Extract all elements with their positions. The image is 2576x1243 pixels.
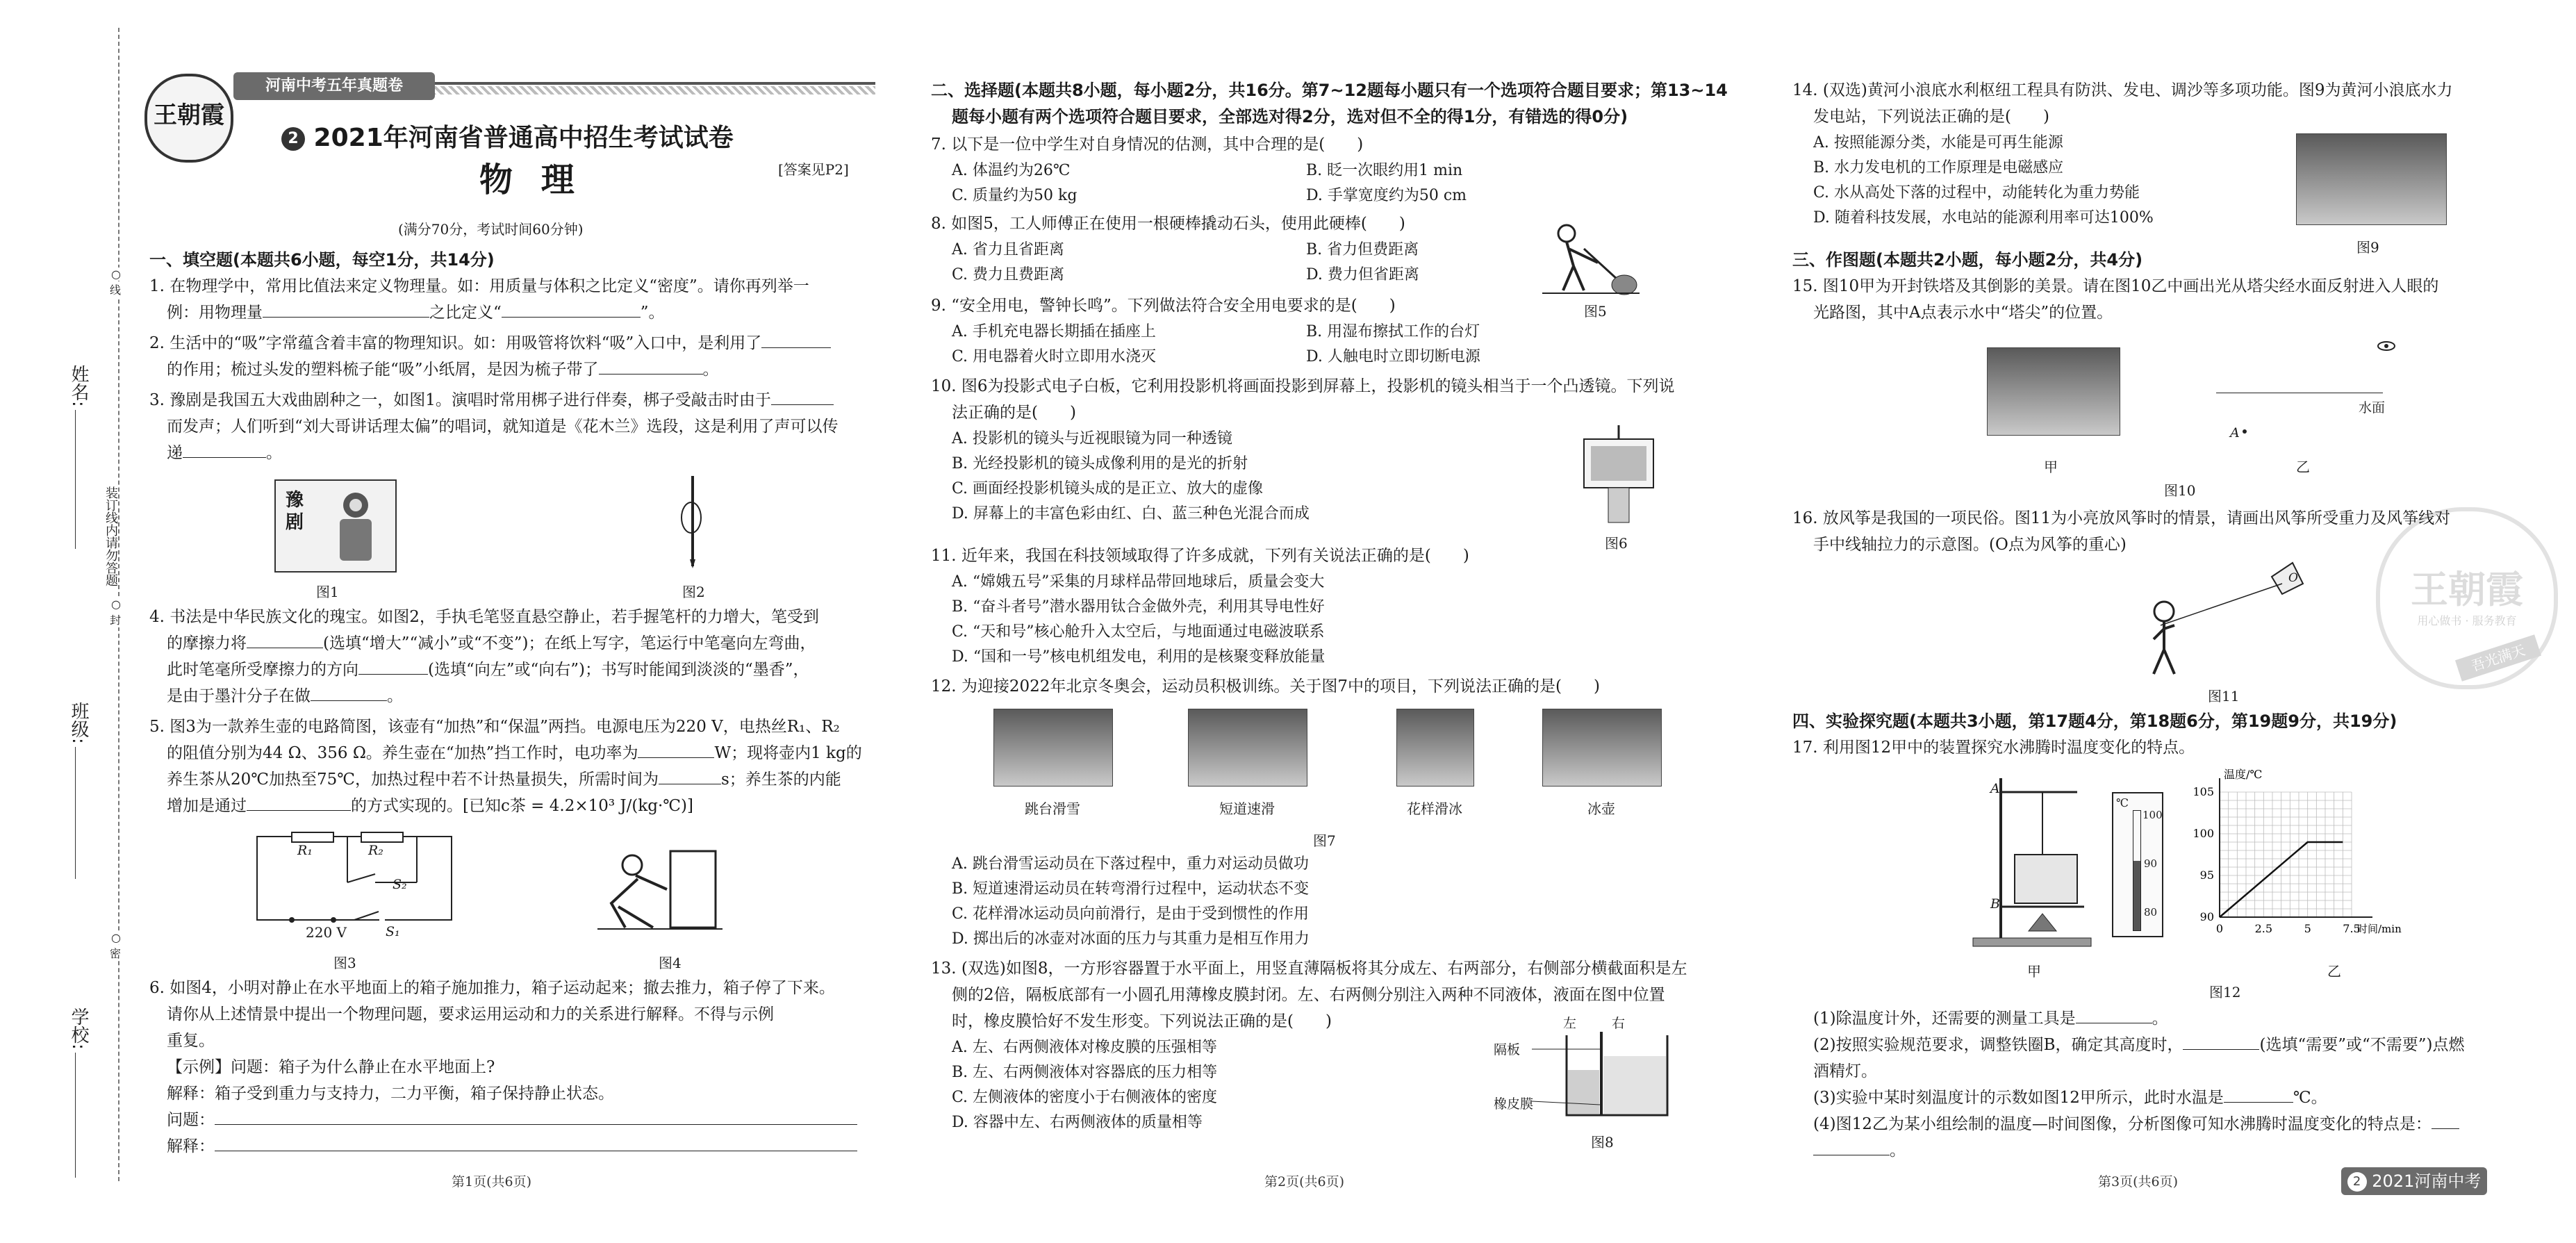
exam-badge [2341,1167,2487,1195]
q9-stem: 9. “安全用电，警钟长鸣”。下列做法符合安全用电要求的是( ) [931,297,1396,315]
q6-question-blank[interactable] [215,1109,857,1125]
q5-line4 [167,793,693,819]
q2-text-b: 的作用；梳过头发的塑料梳子能“吸”小纸屑，是因为梳子带了 [167,361,599,379]
class-label: 班级: [68,702,89,744]
q5-line1: 5. 图3为一款养生壶的电路简图，该壶有“加热”和“保温”两挡。电源电压为220 V，电热丝R₁、R₂ [149,718,840,736]
q7-option-b[interactable]: B. 眨一次眼约用1 min [1306,162,1463,179]
q17-part1-text: (1)除温度计外，还需要的测量工具是 [1813,1010,2076,1028]
q4-blank-2[interactable] [358,659,428,675]
q15-line1: 15. 图10甲为开封铁塔及其倒影的美景。请在图10乙中画出光从塔尖经水面反射进入人眼的 [1792,277,2439,295]
q3-text-c: 递 [167,444,183,462]
q1-line2 [167,300,665,326]
page2-number: 第2页(共6页) [1264,1174,1345,1190]
fig3-voltage-label: 220 V [306,924,347,941]
fig10-point-dot [2243,429,2247,434]
q11-option-a[interactable]: A. “嫦娥五号”采集的月球样品带回地球后，质量会变大 [952,573,1325,591]
q11-option-c[interactable]: C. “天和号”核心舱升入太空后，与地面通过电磁波联系 [952,623,1325,641]
q17-blank-4b[interactable] [1813,1139,1890,1155]
fig1-text: 豫剧 [286,490,304,533]
stamp-subtitle: 用心做书 · 服务教育 [2417,614,2517,627]
q11-option-b[interactable]: B. “奋斗者号”潜水器用钛合金做外壳，利用其导电性好 [952,598,1325,616]
q6-answer-row [167,1134,857,1160]
q17-part1-end: 。 [2152,1010,2168,1028]
q6-line2: 请你从上述情景中提出一个物理问题，要求运用运动和力的关系进行解释。不得与示例 [167,1005,774,1023]
q13-option-b[interactable]: B. 左、右两侧液体对容器底的压力相等 [952,1064,1218,1081]
q11-option-d[interactable]: D. “国和一号”核电机组发电，利用的是核聚变释放能量 [952,648,1326,666]
y-tick-label: 90 [2199,910,2214,923]
bind-mark-5: ○ [111,931,121,944]
fig3-circuit [250,827,459,935]
q17-part4 [1813,1112,2459,1137]
fig9-dam-photo [2296,133,2447,225]
opera-performer-icon [324,488,387,564]
bind-mark-4: 封 [110,611,121,627]
q8-option-c[interactable]: C. 费力且费距离 [952,266,1065,283]
page1-number: 第1页(共6页) [452,1174,532,1190]
q13-line3: 时，橡皮膜恰好不发生形变。下列说法正确的是( ) [952,1012,1332,1030]
subject-title: 物 理 [479,160,583,199]
ski-jump-photo [993,709,1113,787]
q14-option-a[interactable]: A. 按照能源分类，水能是可再生能源 [1813,134,2063,151]
q7-option-c[interactable]: C. 质量约为50 kg [952,187,1078,204]
fig10-point-a: A [2230,425,2240,441]
section-choice-2: 题每小题有两个选项符合题目要求，全部选对得2分，选对但不全的得1分，有错选的得0分) [952,107,1628,126]
fig2-caption: 图2 [682,584,705,600]
q4-text-f: 是由于墨汁分子在做 [167,687,311,705]
x-tick-label: 2.5 [2254,922,2273,935]
bind-mark-1: ○ [111,267,121,281]
thermo-tick-80: 80 [2144,906,2158,919]
q4-blank-3[interactable] [311,685,387,701]
q5-text-d: 养生茶从20℃加热至75℃，加热过程中若不计热量损失，所需时间为 [167,771,659,789]
q3-line2: 而发声；人们听到“刘大哥讲话理太偏”的唱词，就知道是《花木兰》选段，这是利用了声可以传 [167,418,839,436]
q5-text-c: W；现将壶内1 kg的 [714,744,862,762]
watermark-stamp [2376,507,2558,689]
speed-skating-photo [1188,709,1307,787]
fig12-jia-label: 甲 [2027,963,2041,980]
q6-question-row [167,1108,857,1133]
fig12-caption: 图12 [2209,984,2241,1001]
q17-part2-line2: 酒精灯。 [1813,1062,1877,1080]
q9-option-d[interactable]: D. 人触电时立即切断电源 [1306,348,1480,365]
q13-option-d[interactable]: D. 容器中左、右两侧液体的质量相等 [952,1114,1203,1131]
fig4-caption: 图4 [659,955,682,971]
fig8-caption: 图8 [1591,1134,1614,1151]
q2-text-a: 2. 生活中的“吸”字常蕴含着丰富的物理知识。如：用吸管将饮料“吸”入口中，是利用了 [149,334,762,352]
bind-mark-2: 线 [110,281,121,297]
fig2-brush-hand [670,472,712,570]
q8-stem: 8. 如图5，工人师傅正在使用一根硬棒撬动石头，使用此硬棒( ) [931,215,1405,233]
q3-text-a: 3. 豫剧是我国五大戏曲剧种之一，如图1。演唱时常用梆子进行伴奏，梆子受敲击时由于 [149,391,771,409]
q17-part2-text: (2)按照实验规范要求，调整铁圈B，确定其高度时， [1813,1036,2183,1054]
fig5-caption: 图5 [1584,303,1607,320]
fig12-apparatus [1973,771,2091,952]
fig11-kite-scene [2133,556,2313,681]
q17-part3-text: (3)实验中某时刻温度计的示数如图12甲所示，此时水温是 [1813,1089,2224,1107]
stamp-ribbon: 吾光满天 [2455,634,2541,682]
q16-line1: 16. 放风筝是我国的一项民俗。图11为小亮放风筝时的情景，请画出风筝所受重力及风筝线对 [1792,509,2451,527]
y-tick-label: 105 [2193,785,2214,798]
q4-line2 [167,631,816,657]
q4-text-g: 。 [387,687,403,705]
fig10-caption: 图10 [2164,482,2196,499]
exam-title: 2021年河南省普通高中招生考试试卷 [313,124,734,152]
q3-blank-1[interactable] [771,389,834,405]
fig12-yi-label: 乙 [2327,963,2341,980]
fig12-point-a: A [1990,781,2000,796]
q1-line1: 1. 在物理学中，常用比值法来定义物理量。如：用质量与体积之比定义“密度”。请你再列举一 [149,277,809,295]
sport-label-4: 冰壶 [1587,800,1615,817]
q10-line2: 法正确的是( ) [952,404,1076,422]
q1-blank-1[interactable] [263,302,429,318]
q7-option-d[interactable]: D. 手掌宽度约为50 cm [1306,187,1467,204]
q4-text-b: 的摩擦力将 [167,634,247,652]
q2-line1 [149,331,831,356]
fig4-push-box [597,837,723,935]
q17-part1 [1813,1006,2168,1032]
fig1-opera-image [274,479,397,573]
sport-label-3: 花样滑冰 [1407,800,1462,817]
exam-info: (满分70分，考试时间60分钟) [398,221,584,238]
q14-option-c[interactable]: C. 水从高处下落的过程中，动能转化为重力势能 [1813,184,2140,201]
q1-text-c: 之比定义“ [429,304,502,322]
q6-answer-blank[interactable] [215,1135,857,1151]
section-fill-blank: 一、填空题(本题共6小题，每空1分，共14分) [149,250,495,270]
x-tick-label: 5 [2304,922,2311,935]
q2-text-c: 。 [702,361,719,379]
q17-part3 [1813,1085,2327,1111]
y-tick-label: 100 [2193,827,2214,840]
q10-line1: 10. 图6为投影式电子白板，它利用投影机将画面投影到屏幕上，投影机的镜头相当于一个凸透镜。下列说 [931,377,1675,395]
q6-example-a: 解释：箱子受到重力与支持力，二力平衡，箱子保持静止状态。 [167,1085,614,1103]
y-tick-label: 95 [2199,869,2214,882]
q2-blank-2[interactable] [599,359,703,374]
q16-line2: 手中线轴拉力的示意图。(O点为风筝的重心) [1813,536,2127,554]
q8-option-a[interactable]: A. 省力且省距离 [952,241,1064,258]
logo-text: 王朝霞 [154,101,224,129]
sport-label-2: 短道速滑 [1219,800,1275,817]
fig3-s1-label: S₁ [386,924,400,939]
q17-part4-end: 。 [1890,1142,1906,1160]
q9-option-b[interactable]: B. 用湿布擦拭工作的台灯 [1306,323,1480,340]
q6-line3: 重复。 [167,1032,215,1050]
answer-ref: [答案见P2] [778,161,849,178]
series-badge: 河南中考五年真题卷 [233,72,435,100]
x-tick-label: 0 [2215,922,2224,935]
q17-part3-end: ℃。 [2293,1089,2327,1107]
q5-text-b: 的阻值分别为44 Ω、356 Ω。养生壶在“加热”挡工作时，电功率为 [167,744,638,762]
page3-number: 第3页(共6页) [2098,1174,2179,1190]
q8-option-d[interactable]: D. 费力但省距离 [1306,266,1419,283]
q12-stem: 12. 为迎接2022年北京冬奥会，运动员积极训练。关于图7中的项目，下列说法正确的是( ) [931,677,1601,695]
sport-label-1: 跳台滑雪 [1025,800,1080,817]
q5-text-f: 增加是通过 [167,797,247,815]
q17-part4-line2 [1813,1138,1906,1164]
section-experiment: 四、实验探究题(本题共3小题，第17题4分，第18题6分，第19题9分，共19分) [1792,711,2397,731]
fig3-r2-label: R₂ [368,843,383,858]
q12-option-a[interactable]: A. 跳台滑雪运动员在下落过程中，重力对运动员做功 [952,855,1309,873]
q6-example-q: 【示例】问题：箱子为什么静止在水平地面上? [167,1058,495,1076]
q2-line2 [167,357,719,383]
fig8-film-label: 橡皮膜 [1494,1096,1534,1112]
q9-option-a[interactable]: A. 手机充电器长期插在插座上 [952,323,1156,340]
q6-question-label: 问题： [167,1111,215,1129]
q17-blank-3[interactable] [2224,1087,2293,1103]
q13-line1: 13. (双选)如图8，一方形容器置于水平面上，用竖直薄隔板将其分成左、右两部分，右侧部分横截面积是左 [931,960,1687,978]
q8-option-b[interactable]: B. 省力但费距离 [1306,241,1419,258]
q3-line1 [149,388,834,413]
q10-option-a[interactable]: A. 投影机的镜头与近视眼镜为同一种透镜 [952,430,1232,447]
q4-text-d: 此时笔毫所受摩擦力的方向 [167,661,358,679]
q4-blank-1[interactable] [247,632,323,648]
q17-blank-4a[interactable] [2431,1113,2459,1129]
q4-text-c: (选填“增大”“减小”或“不变”)；在纸上写字，笔运行中笔毫向左弯曲， [323,634,816,652]
q1-blank-2[interactable] [502,302,641,318]
q13-option-a[interactable]: A. 左、右两侧液体对橡皮膜的压强相等 [952,1039,1217,1056]
page-2 [896,0,1737,1243]
publisher-logo [145,74,233,163]
bind-mark-3: ○ [111,598,121,611]
q4-line3 [167,657,809,683]
q2-blank-1[interactable] [761,332,831,348]
school-label: 学校: [68,1007,89,1050]
q4-text-e: (选填“向左”或“向右”)；书写时能闻到淡淡的“墨香”， [428,661,809,679]
exam-badge-number: 2 [2347,1172,2367,1192]
q12-option-b[interactable]: B. 短道速滑运动员在转弯滑行过程中，运动状态不变 [952,880,1310,898]
q13-line2: 侧的2倍，隔板底部有一小圆孔用薄橡皮膜封闭。左、右两侧分别注入两种不同液体，液面在图中位置 [952,986,1665,1004]
fig5-lever-worker [1542,221,1640,297]
fig10-eye-icon [2376,339,2397,353]
fig8-right-label: 右 [1612,1016,1626,1031]
q12-option-d[interactable]: D. 掷出后的冰壶对冰面的压力与其重力是相互作用力 [952,930,1310,948]
fig8-left-label: 左 [1563,1016,1577,1031]
fig10-water-label: 水面 [2359,400,2386,415]
fig11-center-o: O [2288,571,2298,585]
q7-stem: 7. 以下是一位中学生对自身情况的估测，其中合理的是( ) [931,135,1364,154]
q10-option-d[interactable]: D. 屏幕上的丰富色彩由红、白、蓝三种色光混合而成 [952,505,1310,522]
fig12-point-b: B [1990,896,2000,912]
q5-blank-3[interactable] [247,795,351,811]
q11-stem: 11. 近年来，我国在科技领域取得了许多成就，下列有关说法正确的是( ) [931,547,1469,565]
q9-option-c[interactable]: C. 用电器着火时立即用水浇灭 [952,348,1157,365]
q17-stem: 17. 利用图12甲中的装置探究水沸腾时温度变化的特点。 [1792,739,2195,757]
q3-blank-2[interactable] [183,442,266,458]
fig1-caption: 图1 [316,584,339,600]
thermo-tick-100: 100 [2142,809,2163,821]
q1-text-d: ”。 [640,304,665,322]
x-tick-label: 7.5 [2343,922,2361,935]
q6-line1: 6. 如图4，小明对静止在水平地面上的箱子施加推力，箱子运动起来；撤去推力，箱子停了下来。 [149,979,835,997]
fig10-yi-label: 乙 [2296,459,2310,475]
fig8-container [1532,1028,1671,1126]
q5-line3 [167,767,841,793]
fig11-caption: 图11 [2208,688,2240,705]
thermometer-column [2133,810,2141,931]
name-label: 姓名: [68,365,89,407]
q17-part4-text: (4)图12乙为某小组绘制的温度—时间图像，分析图像可知水沸腾时温度变化的特点是： [1813,1115,2431,1133]
x-axis-label: 时间/min [2357,923,2402,935]
q17-part2 [1813,1032,2464,1058]
fig3-caption: 图3 [333,955,356,971]
binding-notice: 装订线内请勿答题 [104,486,118,586]
figure-skating-photo [1396,709,1474,787]
q17-part2-mid: (选填“需要”或“不需要”)点燃 [2259,1036,2465,1054]
fig3-r1-label: R₁ [297,843,313,858]
q10-option-b[interactable]: B. 光经投影机的镜头成像利用的是光的折射 [952,455,1248,472]
section-drawing: 三、作图题(本题共2小题，每小题2分，共4分) [1792,250,2143,270]
q4-line4 [167,684,403,709]
q14-line1: 14. (双选)黄河小浪底水利枢纽工程具有防洪、发电、调沙等多项功能。图9为黄河小浪底水力 [1792,81,2453,99]
page-1 [0,0,889,1243]
q13-option-c[interactable]: C. 左侧液体的密度小于右侧液体的密度 [952,1089,1218,1106]
q15-line2: 光路图，其中A点表示水中“塔尖”的位置。 [1813,304,2113,322]
exam-number-badge: 2 [281,127,305,151]
fig6-caption: 图6 [1605,535,1628,552]
q4-line1: 4. 书法是中华民族文化的瑰宝。如图2，手执毛笔竖直悬空静止，若手握笔杆的力增大，笔受到 [149,608,819,626]
thermometer [2112,792,2163,937]
fig10-tower-photo [1987,347,2120,436]
fig12-temperature-chart [2185,768,2402,955]
q1-text-b: 例：用物理量 [167,304,263,322]
thermometer-unit: ℃ [2116,796,2129,809]
thermo-tick-90: 90 [2144,857,2158,870]
q17-blank-1[interactable] [2076,1007,2152,1023]
q5-line2 [167,741,862,766]
q3-line3 [167,441,282,466]
q6-answer-label: 解释： [167,1137,215,1155]
exam-badge-text: 2021河南中考 [2372,1171,2482,1191]
q5-text-e: s；养生茶的内能 [721,771,841,789]
q7-option-a[interactable]: A. 体温约为26℃ [952,162,1071,179]
q14-option-b[interactable]: B. 水力发电机的工作原理是电磁感应 [1813,159,2064,176]
q10-option-c[interactable]: C. 画面经投影机镜头成的是正立、放大的虚像 [952,480,1264,497]
q14-option-d[interactable]: D. 随着科技发展，水电站的能源利用率可达100% [1813,209,2154,227]
fig9-caption: 图9 [2356,239,2379,256]
exam-title-row [281,118,734,154]
stamp-text: 王朝霞 [2411,567,2523,611]
q12-option-c[interactable]: C. 花样滑冰运动员向前滑行，是由于受到惯性的作用 [952,905,1310,923]
page-3 [1765,0,2576,1243]
fig7-caption: 图7 [1313,832,1336,849]
q5-blank-2[interactable] [659,768,721,784]
bind-mark-6: 密 [110,945,121,961]
q5-blank-1[interactable] [638,742,714,758]
q17-blank-2[interactable] [2183,1034,2259,1050]
q5-text-g: 的方式实现的。[已知c茶 = 4.2×10³ J/(kg·℃)] [351,797,693,815]
fig10-jia-label: 甲 [2044,459,2058,475]
q3-text-d: 。 [266,444,282,462]
fig8-board-label: 隔板 [1494,1042,1521,1057]
q14-line2: 发电站，下列说法正确的是( ) [1813,108,2049,126]
section-choice-1: 二、选择题(本题共8小题，每小题2分，共16分。第7~12题每小题只有一个选项符合题目要求；第13~14 [931,81,1728,100]
y-axis-label: 温度/℃ [2224,768,2263,781]
fig6-whiteboard [1580,425,1657,529]
fig3-s2-label: S₂ [393,877,407,892]
curling-photo [1542,709,1662,787]
